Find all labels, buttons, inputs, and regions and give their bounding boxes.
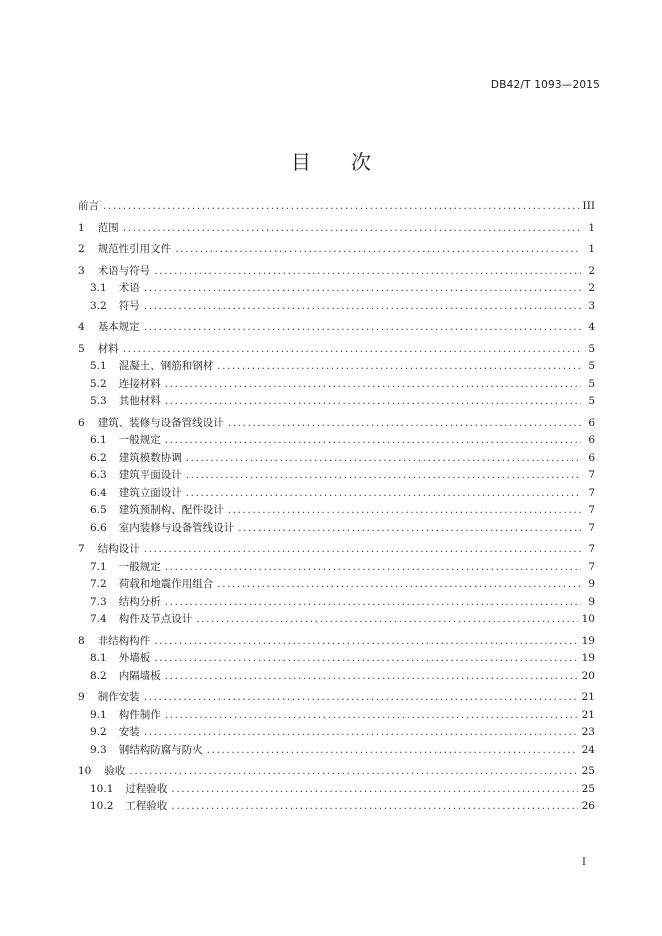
toc-leader-dots (165, 707, 578, 723)
toc-entry-label: 建筑平面设计 (118, 469, 182, 481)
toc-entry[interactable] (78, 319, 595, 337)
toc-entry-number: 6.6 (90, 521, 107, 534)
toc-entry-page: 23 (581, 726, 595, 738)
table-of-contents (78, 198, 595, 816)
toc-entry-number: 9.3 (90, 743, 107, 756)
toc-leader-dots (154, 650, 577, 666)
toc-subentry[interactable] (78, 298, 595, 316)
toc-leader-dots (144, 689, 578, 705)
toc-entry-page: 7 (588, 504, 595, 516)
toc-entry-label: 连接材料 (118, 377, 161, 390)
toc-leader-dots (238, 520, 581, 536)
toc-entry-page: 26 (581, 800, 595, 812)
toc-subentry[interactable] (78, 393, 595, 411)
toc-entry-number: 9.1 (90, 708, 107, 721)
toc-entry-page: 10 (581, 613, 595, 625)
toc-leader-dots (165, 393, 581, 409)
toc-entry-label: 内隔墙板 (118, 669, 161, 682)
toc-leader-dots (144, 541, 581, 557)
toc-entry-page: 4 (588, 321, 595, 333)
toc-leader-dots (165, 432, 581, 448)
toc-entry-page: 6 (588, 451, 595, 464)
toc-entry[interactable] (78, 263, 595, 281)
toc-entry-number: 8.2 (90, 669, 107, 682)
toc-leader-dots (129, 763, 577, 779)
toc-entry-label: 一般规定 (118, 434, 161, 446)
toc-entry-number: 8.1 (90, 652, 107, 664)
toc-subentry[interactable] (78, 742, 595, 760)
toc-leader-dots (154, 633, 577, 649)
toc-entry-label: 荷载和地震作用组合 (118, 578, 214, 590)
toc-leader-dots (186, 450, 581, 466)
toc-entry[interactable] (78, 633, 595, 651)
toc-entry-number: 10.2 (90, 800, 114, 812)
toc-entry-page: 5 (588, 395, 595, 407)
toc-entry-number: 7.1 (90, 560, 107, 573)
toc-entry-page: 21 (581, 708, 595, 721)
toc-entry-page: 6 (588, 416, 595, 429)
title-char-left: 目 (291, 150, 311, 174)
toc-subentry[interactable] (78, 707, 595, 725)
toc-entry-number: 7.2 (90, 578, 107, 590)
toc-subentry[interactable] (78, 798, 595, 816)
toc-leader-dots (103, 198, 579, 214)
toc-entry[interactable] (78, 341, 595, 359)
toc-entry-label: 安装 (118, 726, 140, 738)
toc-entry-label: 建筑预制构、配件设计 (118, 504, 224, 516)
toc-entry-page: 9 (588, 595, 595, 608)
toc-subentry[interactable] (78, 594, 595, 612)
toc-entry-page: 25 (581, 782, 595, 795)
toc-entry-number: 5 (78, 342, 85, 355)
toc-entry-page: 5 (588, 342, 595, 355)
toc-entry-label: 非结构构件 (97, 634, 151, 647)
toc-leader-dots (228, 502, 581, 518)
toc-subentry[interactable] (78, 781, 595, 799)
toc-entry-number: 6.5 (90, 504, 107, 516)
toc-leader-dots (165, 559, 581, 575)
toc-entry-label: 规范性引用文件 (97, 243, 172, 255)
toc-entry-page: 6 (588, 434, 595, 446)
toc-leader-dots (228, 415, 581, 431)
toc-entry-label: 范围 (97, 221, 119, 234)
toc-leader-dots (123, 341, 581, 357)
toc-entry-number: 7.4 (90, 613, 107, 625)
toc-entry-page: 7 (588, 543, 595, 555)
toc-entry[interactable] (78, 415, 595, 433)
toc-entry-label: 建筑、装修与设备管线设计 (97, 416, 224, 429)
toc-entry-label: 一般规定 (118, 560, 161, 573)
toc-entry-page: 3 (588, 299, 595, 312)
toc-subentry[interactable] (78, 485, 595, 503)
toc-entry-label: 过程验收 (125, 782, 168, 795)
toc-subentry[interactable] (78, 520, 595, 538)
toc-subentry[interactable] (78, 358, 595, 376)
toc-entry-label: 建筑模数协调 (118, 451, 182, 464)
toc-entry-label: 室内装修与设备管线设计 (118, 521, 235, 534)
toc-entry-number: 9.2 (90, 726, 107, 738)
toc-entry[interactable] (78, 198, 595, 216)
toc-entry-number: 3.2 (90, 299, 107, 312)
toc-entry-page: 1 (588, 221, 595, 234)
toc-entry-page: 7 (588, 521, 595, 534)
toc-entry-label: 建筑立面设计 (118, 486, 182, 499)
toc-subentry[interactable] (78, 576, 595, 594)
toc-entry[interactable] (78, 220, 595, 238)
toc-entry-page: 21 (581, 691, 595, 703)
toc-entry-page: 19 (581, 652, 595, 664)
toc-entry-number: 5.3 (90, 395, 107, 407)
toc-subentry[interactable] (78, 432, 595, 450)
toc-entry-number: 8 (78, 634, 85, 647)
toc-entry-page: 7 (588, 469, 595, 481)
toc-leader-dots (186, 485, 581, 501)
toc-subentry[interactable] (78, 668, 595, 686)
toc-entry-label: 前言 (78, 200, 99, 212)
toc-leader-dots (165, 668, 578, 684)
toc-entry-label: 工程验收 (125, 800, 168, 812)
toc-entry[interactable] (78, 541, 595, 559)
toc-entry-label: 构件制作 (118, 708, 161, 721)
toc-leader-dots (154, 263, 581, 279)
toc-entry-number: 7.3 (90, 595, 107, 608)
toc-entry-label: 结构设计 (97, 543, 140, 555)
toc-entry-page: 5 (588, 360, 595, 372)
toc-entry-page: 24 (581, 743, 595, 756)
toc-subentry[interactable] (78, 611, 595, 629)
toc-entry-number: 6.2 (90, 451, 107, 464)
toc-entry-label: 验收 (104, 765, 126, 777)
toc-leader-dots (144, 298, 581, 314)
toc-entry-number: 6.3 (90, 469, 107, 481)
document-code: DB42/T 1093—2015 (490, 79, 600, 91)
toc-entry-number: 5.1 (90, 360, 107, 372)
toc-entry[interactable] (78, 763, 595, 781)
toc-entry-label: 外墙板 (118, 652, 151, 664)
toc-subentry[interactable] (78, 376, 595, 394)
toc-entry-page: 5 (588, 377, 595, 390)
toc-entry-label: 术语 (118, 282, 140, 294)
toc-entry-label: 混凝土、钢筋和钢材 (118, 360, 214, 372)
toc-entry-label: 钢结构防腐与防火 (118, 743, 203, 756)
toc-leader-dots (123, 220, 581, 236)
page-number: I (582, 857, 586, 868)
toc-leader-dots (196, 611, 577, 627)
toc-entry-number: 3.1 (90, 282, 107, 294)
toc-entry-page: III (582, 200, 595, 212)
toc-entry-label: 其他材料 (118, 395, 161, 407)
toc-leader-dots (217, 358, 581, 374)
toc-entry[interactable] (78, 241, 595, 259)
toc-leader-dots (171, 781, 577, 797)
title-char-right: 次 (351, 150, 371, 174)
toc-entry-number: 7 (78, 543, 85, 555)
toc-entry-label: 结构分析 (118, 595, 161, 608)
toc-subentry[interactable] (78, 280, 595, 298)
toc-entry-page: 2 (588, 264, 595, 277)
toc-entry-page: 2 (588, 282, 595, 294)
toc-entry-number: 6.1 (90, 434, 107, 446)
toc-entry-label: 制作安装 (97, 691, 140, 703)
toc-entry-number: 5.2 (90, 377, 107, 390)
toc-leader-dots (207, 742, 578, 758)
toc-leader-dots (144, 319, 581, 335)
toc-leader-dots (165, 594, 581, 610)
toc-entry-label: 基本规定 (97, 321, 140, 333)
toc-subentry[interactable] (78, 650, 595, 668)
toc-entry-page: 19 (581, 634, 595, 647)
toc-entry-page: 7 (588, 486, 595, 499)
toc-entry-label: 术语与符号 (97, 264, 151, 277)
toc-leader-dots (175, 241, 581, 257)
page-title (0, 146, 662, 175)
toc-entry-number: 2 (78, 243, 85, 255)
toc-entry-number: 4 (78, 321, 85, 333)
toc-entry-page: 1 (588, 243, 595, 255)
toc-entry-page: 9 (588, 578, 595, 590)
toc-entry-number: 1 (78, 221, 85, 234)
toc-leader-dots (144, 280, 581, 296)
toc-entry[interactable] (78, 689, 595, 707)
toc-entry-label: 构件及节点设计 (118, 613, 193, 625)
toc-entry-number: 10 (78, 765, 92, 777)
toc-entry-number: 3 (78, 264, 85, 277)
toc-leader-dots (186, 467, 581, 483)
toc-entry-number: 6 (78, 416, 85, 429)
toc-entry-page: 7 (588, 560, 595, 573)
toc-entry-label: 材料 (97, 342, 119, 355)
toc-entry-page: 25 (581, 765, 595, 777)
toc-leader-dots (217, 576, 581, 592)
toc-entry-page: 20 (581, 669, 595, 682)
toc-entry-number: 6.4 (90, 486, 107, 499)
toc-entry-label: 符号 (118, 299, 140, 312)
toc-subentry[interactable] (78, 724, 595, 742)
toc-subentry[interactable] (78, 450, 595, 468)
toc-subentry[interactable] (78, 502, 595, 520)
toc-leader-dots (171, 798, 577, 814)
toc-entry-number: 10.1 (90, 782, 114, 795)
toc-entry-number: 9 (78, 691, 85, 703)
toc-subentry[interactable] (78, 559, 595, 577)
toc-subentry[interactable] (78, 467, 595, 485)
toc-leader-dots (165, 376, 581, 392)
toc-leader-dots (144, 724, 578, 740)
